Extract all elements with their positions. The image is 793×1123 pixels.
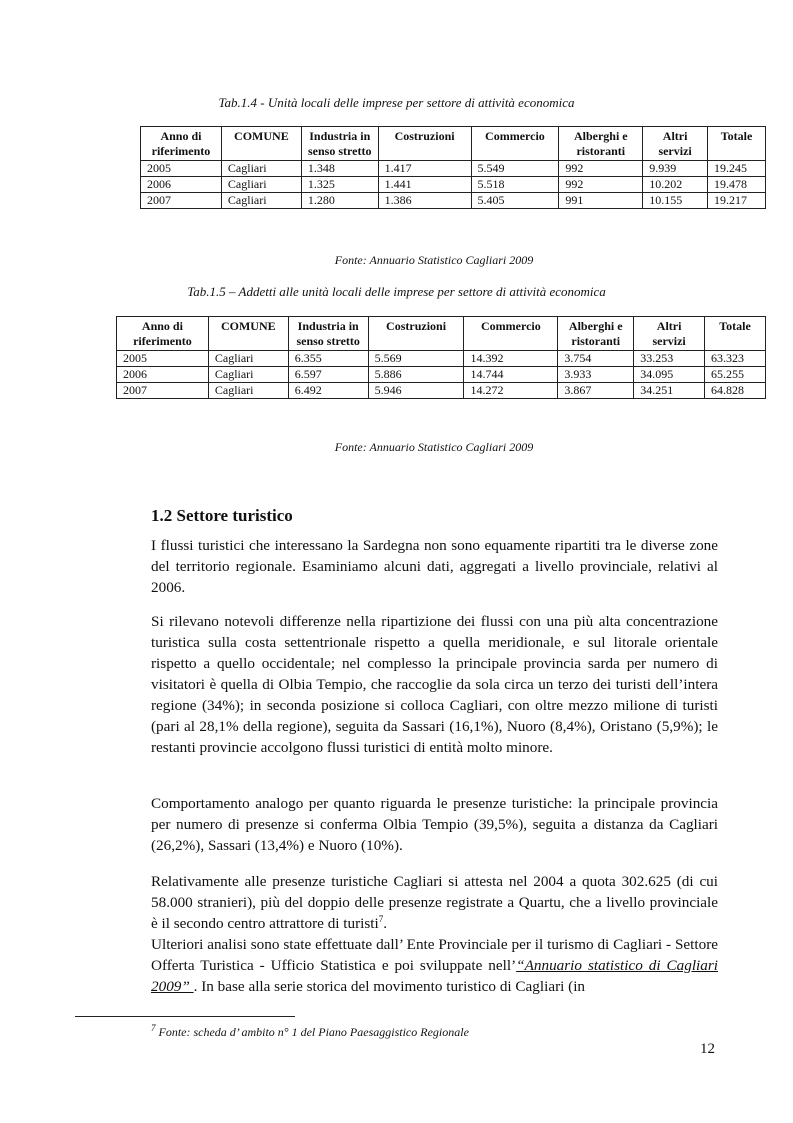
table-cell: 2006 <box>117 367 209 383</box>
annuario-link[interactable]: “Annuario statistico di Cagliari 2009” <box>151 957 719 995</box>
table-1-source: Fonte: Annuario Statistico Cagliari 2009 <box>334 253 534 267</box>
table-row <box>117 383 766 399</box>
column-header: Alberghi e ristoranti <box>559 127 643 161</box>
table-cell: 19.245 <box>708 161 766 177</box>
table-cell: 1.441 <box>378 177 471 193</box>
table-cell: 10.155 <box>643 193 708 209</box>
column-header: Alberghi e ristoranti <box>558 317 634 351</box>
footnote <box>151 1025 469 1040</box>
table-cell: 1.280 <box>301 193 378 209</box>
column-header: Anno di riferimento <box>141 127 222 161</box>
column-header: Totale <box>708 127 766 161</box>
column-header: COMUNE <box>221 127 301 161</box>
table-cell: 19.217 <box>708 193 766 209</box>
table-cell: 5.405 <box>471 193 559 209</box>
table-1-caption: Tab.1.4 - Unità locali delle imprese per settore di attività economica <box>218 95 575 110</box>
table-header-row <box>117 317 766 351</box>
table-cell: 991 <box>559 193 643 209</box>
table-cell: 1.417 <box>378 161 471 177</box>
table-cell: 1.386 <box>378 193 471 209</box>
column-header: Costruzioni <box>368 317 464 351</box>
table-row <box>117 351 766 367</box>
table-cell: 14.744 <box>464 367 558 383</box>
table-cell: 63.323 <box>705 351 766 367</box>
table-cell: 3.867 <box>558 383 634 399</box>
table-cell: Cagliari <box>208 351 288 367</box>
table-2 <box>116 316 766 399</box>
column-header: Anno di riferimento <box>117 317 209 351</box>
footnote-divider <box>75 1016 295 1017</box>
table-cell: 14.272 <box>464 383 558 399</box>
table-cell: Cagliari <box>208 383 288 399</box>
table-row <box>141 177 766 193</box>
table-cell: Cagliari <box>221 193 301 209</box>
table-cell: 64.828 <box>705 383 766 399</box>
table-cell: 5.518 <box>471 177 559 193</box>
table-cell: 6.597 <box>288 367 368 383</box>
table-cell: 33.253 <box>634 351 705 367</box>
table-2-caption: Tab.1.5 – Addetti alle unità locali delle imprese per settore di attività economica <box>187 284 606 299</box>
column-header: Industria in senso stretto <box>288 317 368 351</box>
column-header: Totale <box>705 317 766 351</box>
table-cell: 2007 <box>117 383 209 399</box>
table-cell: 9.939 <box>643 161 708 177</box>
column-header: COMUNE <box>208 317 288 351</box>
table-cell: 2005 <box>141 161 222 177</box>
table-cell: Cagliari <box>221 161 301 177</box>
table-row <box>141 193 766 209</box>
table-cell: 2005 <box>117 351 209 367</box>
paragraph-3: Comportamento analogo per quanto riguarda le presenze turistiche: la principale provincia per numero di presenze si conferma Olbia Tempio (39,5%), seguita a distanza da Cagliari (26,2%), Sassari (13,4%) e Nuoro (10%). <box>151 795 718 854</box>
table-cell: 10.202 <box>643 177 708 193</box>
paragraph-2: Si rilevano notevoli differenze nella ripartizione dei flussi con una più alta concentrazione turistica sulla costa settentrionale rispetto a quella meridionale, e sul litorale orientale rispetto a quello occidentale; nel complesso la principale provincia sarda per numero di visitatori è quella di Olbia Tempio, che raccoglie da sola circa un terzo dei turisti dell’intera regione (34%); in seconda posizione si colloca Cagliari, con oltre mezzo milione di turisti (pari al 28,1% della regione), seguita da Sassari (16,1%), Nuoro (8,4%), Oristano (5,9%); le restanti provincie accolgono flussi turistici di entità molto minore. <box>151 613 718 756</box>
table-cell: 992 <box>559 177 643 193</box>
paragraph-5-end: . In base alla serie storica del movimento turistico di Cagliari (in <box>193 978 586 995</box>
paragraph-5-text: Ulteriori analisi sono state effettuate dall’ Ente Provinciale per il turismo di Cagliari - Settore Offerta Turistica - Ufficio Statistica e poi sviluppate nell’ <box>151 936 718 974</box>
table-cell: 34.095 <box>634 367 705 383</box>
table-cell: 2007 <box>141 193 222 209</box>
table-cell: 6.492 <box>288 383 368 399</box>
table-cell: 34.251 <box>634 383 705 399</box>
column-header: Commercio <box>471 127 559 161</box>
footnote-text: Fonte: scheda d’ ambito n° 1 del Piano Paesaggistico Regionale <box>155 1025 469 1039</box>
paragraph-4 <box>151 871 718 934</box>
paragraph-4-text: Relativamente alle presenze turistiche Cagliari si attesta nel 2004 a quota 302.625 (di cui 58.000 stranieri), più del doppio delle presenze registrate a Quartu, che a livello provinciale è il secondo centro attrattore di turisti <box>151 873 718 932</box>
paragraph-5 <box>151 934 718 997</box>
table-cell: 19.478 <box>708 177 766 193</box>
table-cell: 1.325 <box>301 177 378 193</box>
table-row <box>141 161 766 177</box>
paragraph-4-end: . <box>383 915 388 932</box>
table-cell: 5.886 <box>368 367 464 383</box>
table-1 <box>140 126 766 209</box>
table-cell: 5.569 <box>368 351 464 367</box>
table-cell: Cagliari <box>221 177 301 193</box>
table-cell: 6.355 <box>288 351 368 367</box>
footnote-marker: 7 <box>151 1023 156 1033</box>
table-cell: 992 <box>559 161 643 177</box>
page-number: 12 <box>700 1041 715 1057</box>
section-heading: 1.2 Settore turistico <box>151 506 293 525</box>
column-header: Costruzioni <box>378 127 471 161</box>
column-header: Commercio <box>464 317 558 351</box>
table-cell: 3.933 <box>558 367 634 383</box>
column-header: Altri servizi <box>634 317 705 351</box>
table-2-source: Fonte: Annuario Statistico Cagliari 2009 <box>334 440 534 454</box>
table-cell: 3.754 <box>558 351 634 367</box>
table-cell: 5.946 <box>368 383 464 399</box>
table-cell: 2006 <box>141 177 222 193</box>
table-header-row <box>141 127 766 161</box>
column-header: Industria in senso stretto <box>301 127 378 161</box>
table-cell: 1.348 <box>301 161 378 177</box>
paragraph-1: I flussi turistici che interessano la Sardegna non sono equamente ripartiti tra le diverse zone del territorio regionale. Esaminiamo alcuni dati, aggregati a livello provinciale, relativi al 2006. <box>151 537 718 596</box>
table-cell: 14.392 <box>464 351 558 367</box>
table-cell: Cagliari <box>208 367 288 383</box>
footnote-ref[interactable]: 7 <box>378 913 384 924</box>
table-row <box>117 367 766 383</box>
column-header: Altri servizi <box>643 127 708 161</box>
table-cell: 5.549 <box>471 161 559 177</box>
table-cell: 65.255 <box>705 367 766 383</box>
